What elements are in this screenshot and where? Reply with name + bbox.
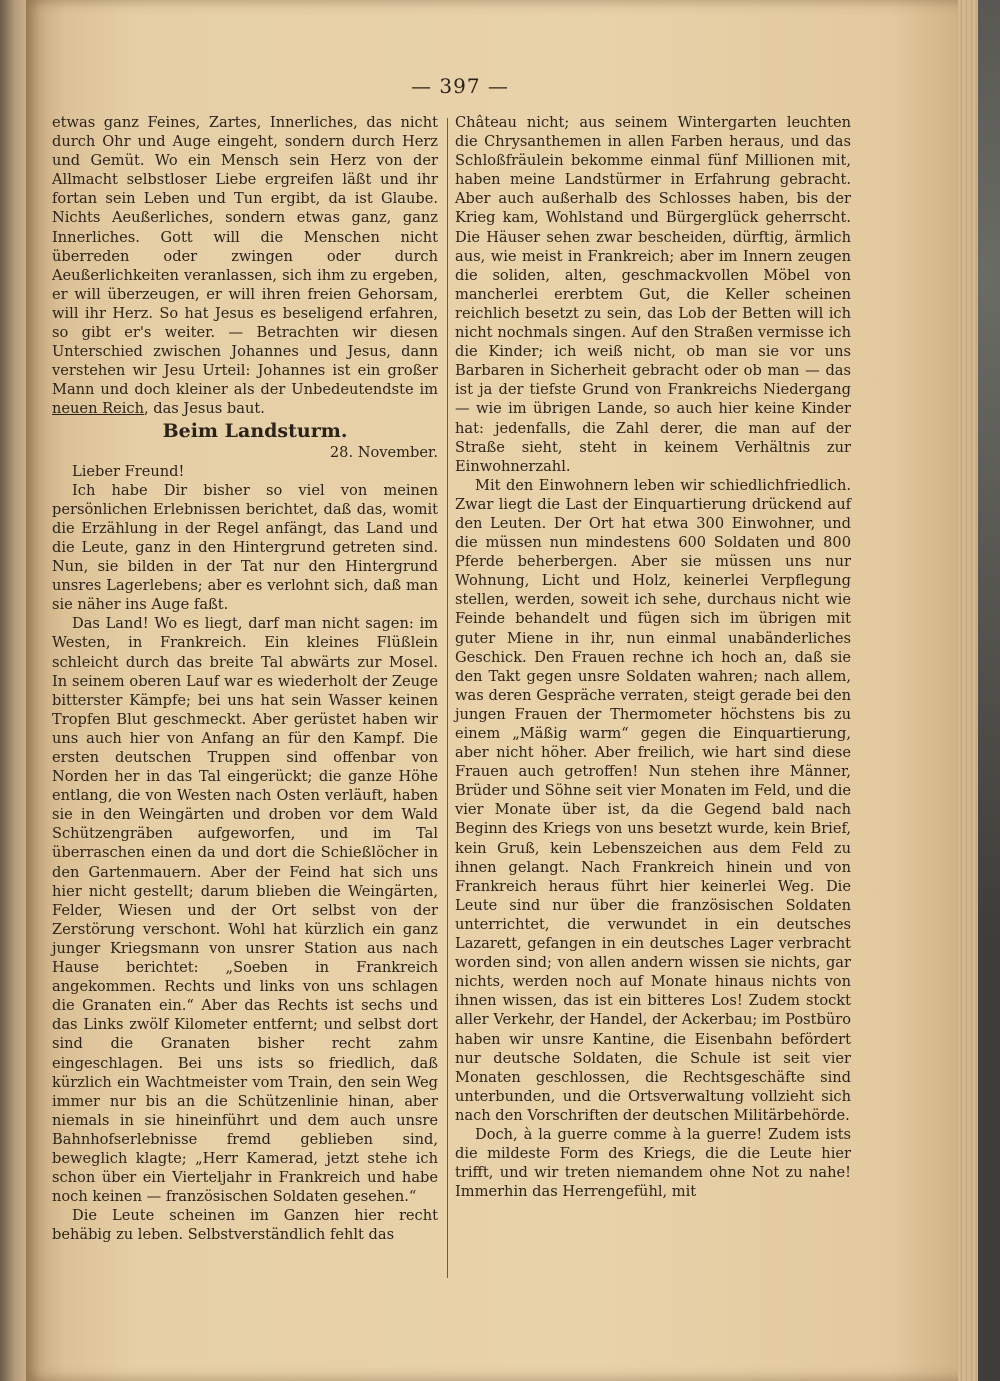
paragraph: Château nicht; aus seinem Wintergarten leuchten die Chrysanthemen in allen Farben heraus, und das Schloßfräulein bekomme einmal fünf Millionen mit, haben meine Landstürmer in Erfahrung gebracht. Aber auch außerhalb des Schlosses haben, bis der Krieg kam, Wohlstand und Bürgerglück geherrscht. Die Häuser sehen zwar bescheiden, dürftig, ärmlich aus, wie meist in Frankreich; aber im Innern zeugen die soliden, alten, geschmackvollen Möbel von mancherlei ererbtem Gut, die Keller scheinen reichlich besetzt zu sein, das Lob der Betten will ich nicht nochmals singen. Auf den Straßen vermisse ich die Kinder; ich weiß nicht, ob man sie vor uns Barbaren in Sicherheit gebracht oder ob man — das ist ja der tiefste Grund von Frankreichs Niedergang — wie im übrigen Lande, so auch hier keine Kinder hat: jedenfalls, die Zahl derer, die man auf der Straße sieht, steht in keinem Verhältnis zur Einwohnerzahl. <box>455 114 851 475</box>
column-divider <box>447 118 448 1278</box>
underlined-phrase: neuen Reich <box>52 400 144 418</box>
paragraph: Das Land! Wo es liegt, darf man nicht sagen: im Westen, in Frankreich. Ein kleines Flüßlein schleicht durch das breite Tal abwärts zur Mosel. In seinem oberen Lauf war es wiederholt der Zeuge bitterster Kämpfe; bei uns hat sein Wasser keinen Tropfen Blut geschmeckt. Aber gerüstet haben wir uns auch hier von Anfang an für den Kampf. Die ersten deutschen Truppen sind offenbar von Norden her in das Tal eingerückt; die ganze Höhe entlang, die von Westen nach Osten verläuft, haben sie in den Weingärten und droben vor dem Wald Schützengräben aufgeworfen, und im Tal überraschen einen da und dort die Schießlöcher in den Gartenmauern. Aber der Feind hat sich uns hier nicht gestellt; darum blieben die Weingärten, Felder, Wiesen und der Ort selbst von der Zerstörung verschont. Wohl hat kürzlich ein ganz junger Kriegsmann von unsrer Station aus nach Hause berichtet: „Soeben in Frankreich angekommen. Rechts und links von uns schlagen die Granaten ein.“ Aber das Rechts ist sechs und das Links zwölf Kilometer entfernt; und selbst dort sind die Granaten bisher recht zahm eingeschlagen. Bei uns ists so friedlich, daß kürzlich ein Wachtmeister vom Train, den sein Weg immer nur bis an die Schützenlinie hinan, aber niemals in sie hineinführt und dem auch unsre Bahnhofserlebnisse fremd geblieben sind, beweglich klagte; „Herr Kamerad, jetzt stehe ich schon über ein Vierteljahr in Frankreich und habe noch keinen — französischen Soldaten gesehen.“ <box>52 615 438 1206</box>
paragraph-end: , das Jesus baut. <box>143 400 265 418</box>
book-cover-board <box>978 0 1000 1381</box>
paragraph <box>52 113 438 419</box>
paragraph: Mit den Einwohnern leben wir schiedlichfriedlich. Zwar liegt die Last der Einquartierung drückend auf den Leuten. Der Ort hat etwa 300 Einwohner, und die müssen nun mindestens 600 Soldaten und 800 Pferde beherbergen. Aber sie müssen uns nur Wohnung, Licht und Holz, keinerlei Verpflegung stellen, werden, soweit ich sehe, durchaus nicht wie Feinde behandelt und fügen sich im übrigen mit guter Miene in ihr, nun einmal unabänderliches Geschick. Den Frauen rechne ich hoch an, daß sie den Takt gegen unsre Soldaten wahren; nach allem, was deren Gespräche verraten, steigt gerade bei den jungen Frauen der Thermometer höchstens bis zu einem „Mäßig warm“ gegen die Einquartierung, aber nicht höher. Aber freilich, wie hart sind diese Frauen auch getroffen! Nun stehen ihre Männer, Brüder und Söhne seit vier Monaten im Feld, und die vier Monate über ist, da die Gegend bald nach Beginn des Kriegs von uns besetzt wurde, kein Brief, kein Gruß, kein Lebenszeichen aus dem Feld zu ihnen gelangt. Nach Frankreich hinein und von Frankreich heraus führt hier keinerlei Weg. Die Leute sind nur über die französischen Soldaten unterrichtet, die verwundet in ein deutsches Lazarett, gefangen in ein deutsches Lager verbracht worden sind; von allen andern wissen sie nichts, gar nichts, werden noch auf Monate hinaus nichts von ihnen wissen, das ist ein bitteres Los! Zudem stockt aller Verkehr, der Handel, der Ackerbau; im Postbüro haben wir unsre Kantine, die Eisenbahn befördert nur deutsche Soldaten, die Schule ist seit vier Monaten geschlossen, die Rechtsgeschäfte sind unterbunden, und die Ortsverwaltung vollzieht sich nach den Vorschriften der deutschen Militärbehörde. <box>455 476 851 1124</box>
dateline: 28. November. <box>329 443 438 461</box>
paragraph: Ich habe Dir bisher so viel von meinen persönlichen Erlebnissen berichtet, daß das, womit die Erzählung in der Regel anfängt, das Land und die Leute, ganz in den Hintergrund getreten sind. Nun, sie bilden in der Tat nur den Hintergrund unsres Lagerlebens; aber es verlohnt sich, daß man sie näher ins Auge faßt. <box>52 481 438 614</box>
section-heading: Beim Landsturm. <box>162 419 348 442</box>
salutation: Lieber Freund! <box>72 462 185 480</box>
right-column <box>455 113 851 1201</box>
paragraph: Die Leute scheinen im Ganzen hier recht behäbig zu leben. Selbstverständlich fehlt das <box>52 1207 438 1244</box>
page-number: — 397 — <box>411 74 509 98</box>
paragraph: Doch, à la guerre comme à la guerre! Zudem ists die mildeste Form des Kriegs, die die Leute hier trifft, und wir treten niemandem ohne Not zu nahe! Immerhin das Herrengefühl, mit <box>455 1125 851 1201</box>
left-column <box>52 113 438 1244</box>
paragraph-text: etwas ganz Feines, Zartes, Innerliches, das nicht durch Ohr und Auge eingeht, sondern durch Herz und Gemüt. Wo ein Mensch sein Herz von der Allmacht selbstloser Liebe ergreifen läßt und ihr fortan sein Leben und Tun ergibt, da ist Glaube. Nichts Aeußerliches, sondern etwas ganz, ganz Innerliches. Gott will die Menschen nicht überreden oder zwingen oder durch Aeußerlichkeiten veranlassen, sich ihm zu ergeben, er will überzeugen, er will ihren freien Gehorsam, will ihr Herz. So hat Jesus es beseligend erfahren, so gibt er's weiter. — Betrachten wir diesen Unterschied zwischen Johannes und Jesus, dann verstehen wir Jesu Urteil: Johannes ist ein großer Mann und doch kleiner als der Unbedeutendste im <box>52 114 438 399</box>
